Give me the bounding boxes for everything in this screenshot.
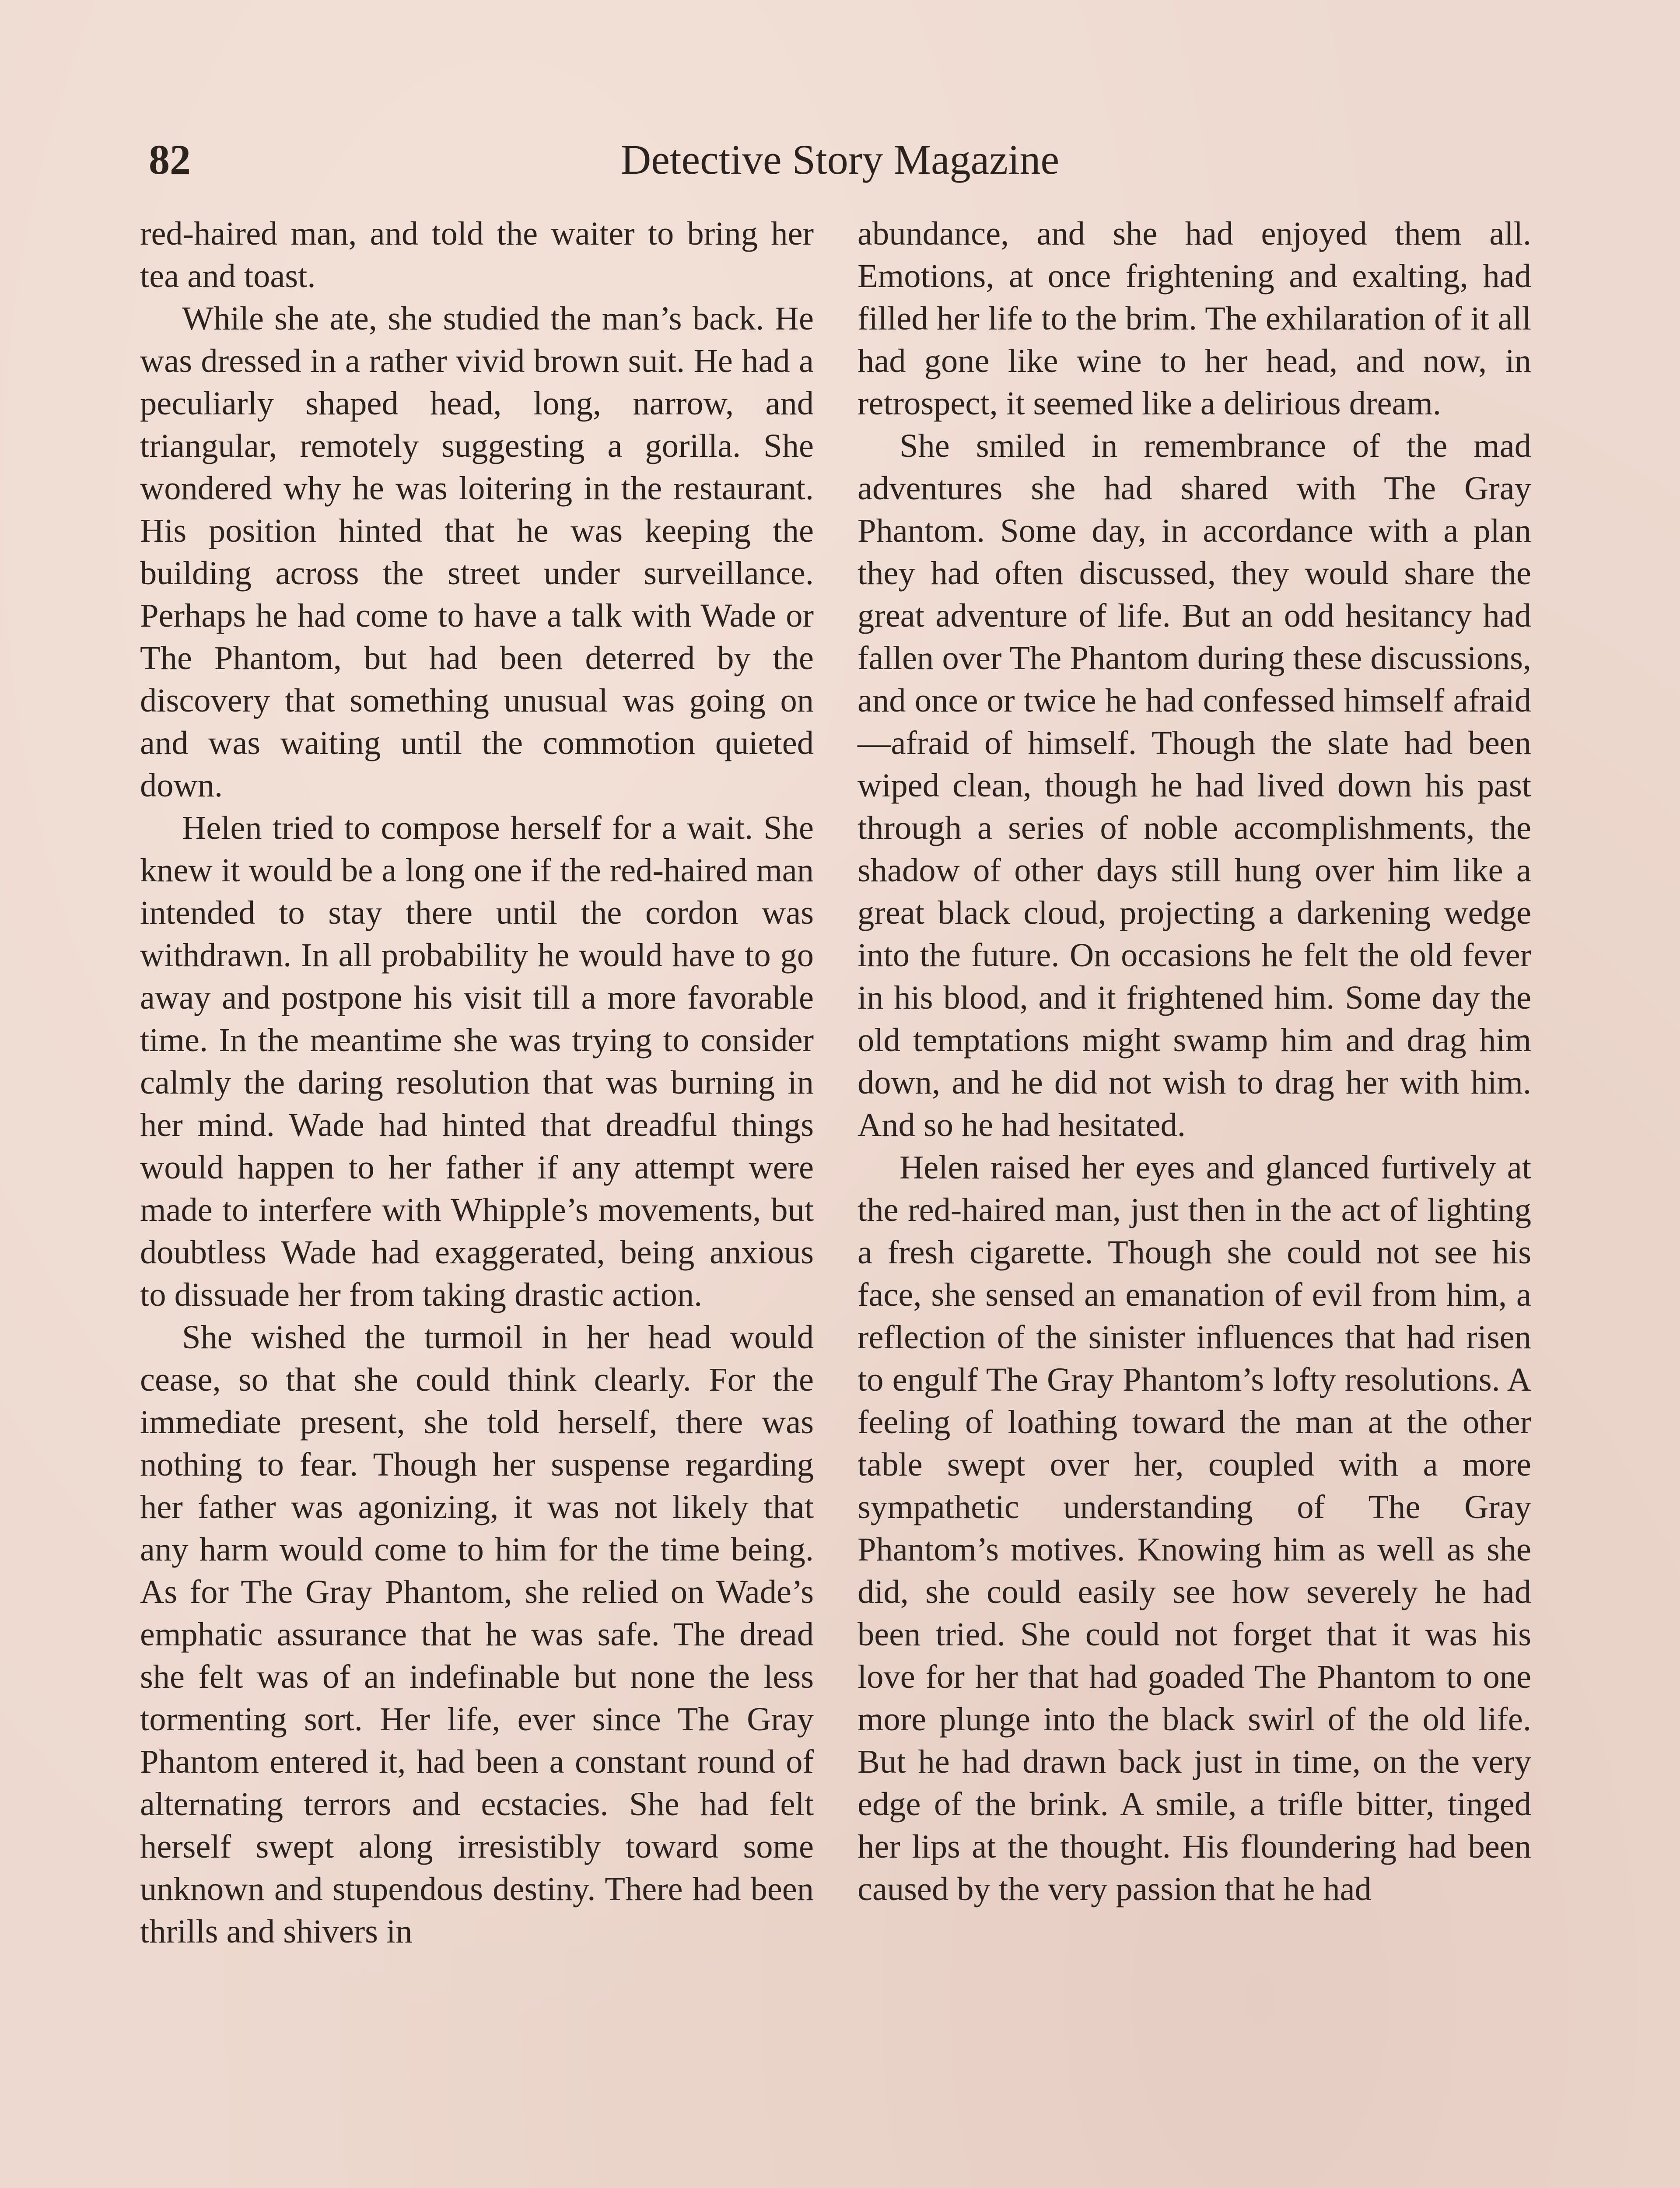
page-header: [149, 127, 1531, 193]
paragraph: abundance, and she had enjoyed them all. Emotions, at once frightening and exalting, had filled her life to the brim. The exhilaration of it all had gone like wine to her head, and now, in retrospect, it seemed like a delirious dream.: [858, 215, 1531, 422]
right-column: [858, 212, 1531, 1910]
paragraph: Helen raised her eyes and glanced furtively at the red-haired man, just then in the act of lighting a fresh cigarette. Though she could not see his face, she sensed an emanation of evil from him, a reflection of the sinister influences that had risen to engulf The Gray Phantom’s lofty resolutions. A feeling of loathing toward the man at the other table swept over her, coupled with a more sympathetic understanding of The Gray Phantom’s motives. Knowing him as well as she did, she could easily see how severely he had been tried. She could not forget that it was his love for her that had goaded The Phantom to one more plunge into the black swirl of the old life. But he had drawn back just in time, on the very edge of the brink. A smile, a trifle bitter, tinged her lips at the thought. His floundering had been caused by the very passion that he had: [858, 1149, 1531, 1907]
page-number: 82: [149, 136, 191, 183]
left-column: [140, 212, 814, 1953]
paragraph: She smiled in remembrance of the mad adventures she had shared with The Gray Phantom. Some day, in accordance with a plan they had often discussed, they would share the great adventure of life. But an odd hesitancy had fallen over The Phantom during these discussions, and once or twice he had confessed himself afraid—afraid of himself. Though the slate had been wiped clean, though he had lived down his past through a series of noble accomplishments, the shadow of other days still hung over him like a great black cloud, projecting a darkening wedge into the future. On occasions he felt the old fever in his blood, and it frightened him. Some day the old temptations might swamp him and drag him down, and he did not wish to drag her with him. And so he had hesitated.: [858, 427, 1531, 1143]
running-head: Detective Story Magazine: [620, 136, 1060, 183]
paragraph: red-haired man, and told the waiter to bring her tea and toast.: [140, 215, 814, 295]
paragraph: She wished the turmoil in her head would cease, so that she could think clearly. For the immediate present, she told herself, there was nothing to fear. Though her suspense regarding her father was agonizing, it was not likely that any harm would come to him for the time being. As for The Gray Phantom, she relied on Wade’s emphatic assurance that he was safe. The dread she felt was of an indefinable but none the less tormenting sort. Her life, ever since The Gray Phantom entered it, had been a constant round of alternating terrors and ecstacies. She had felt herself swept along irresistibly toward some unknown and stupendous destiny. There had been thrills and shivers in: [140, 1318, 814, 1950]
paragraph: While she ate, she studied the man’s back. He was dressed in a rather vivid brown suit. He had a peculiarly shaped head, long, narrow, and triangular, remotely suggesting a gorilla. She wondered why he was loitering in the restaurant. His position hinted that he was keeping the building across the street under surveillance. Perhaps he had come to have a talk with Wade or The Phantom, but had been deterred by the discovery that something unusual was going on and was waiting until the commotion quieted down.: [140, 300, 814, 804]
paragraph: Helen tried to compose herself for a wait. She knew it would be a long one if the red-haired man intended to stay there until the cordon was withdrawn. In all probability he would have to go away and postpone his visit till a more favorable time. In the meantime she was trying to consider calmly the daring resolution that was burning in her mind. Wade had hinted that dreadful things would happen to her father if any attempt were made to interfere with Whipple’s movements, but doubtless Wade had exaggerated, being anxious to dissuade her from taking drastic action.: [140, 809, 814, 1313]
